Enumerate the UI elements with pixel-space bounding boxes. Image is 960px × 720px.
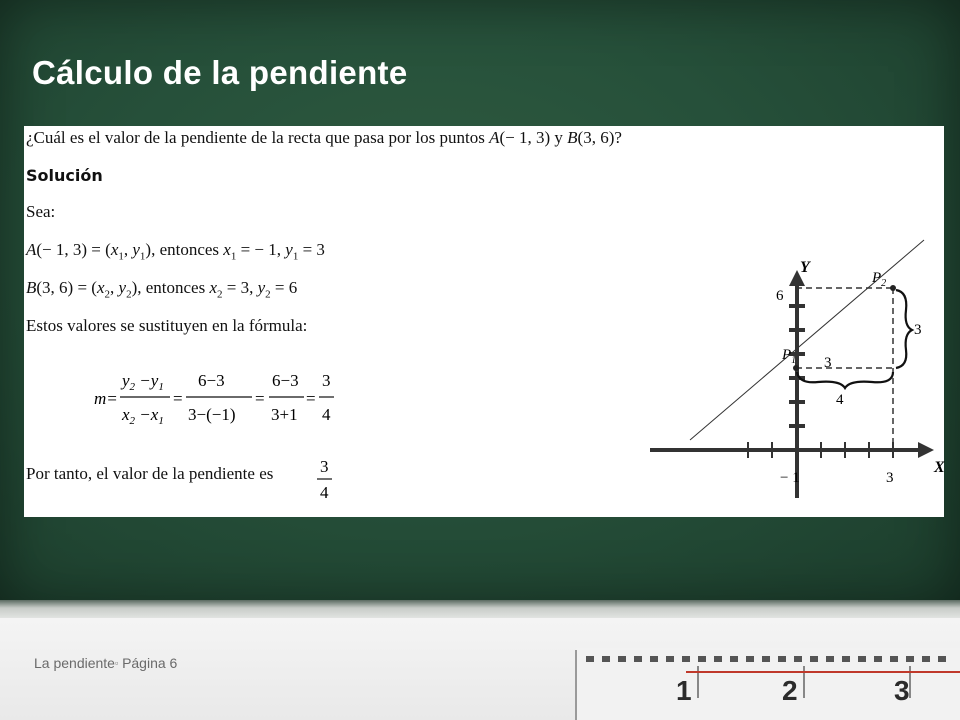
x-axis-label: X — [934, 459, 945, 476]
point-a-line: A(− 1, $3) = (x_1$, $y_1$), entonces $x_1$ = − 1, $y_1 = 3$ — [26, 240, 325, 263]
x-tick-3: 3 — [886, 470, 894, 486]
chalkboard-ledge — [0, 600, 960, 620]
point-p2 — [890, 285, 896, 291]
footer-page: Página 6 — [122, 655, 178, 671]
slide-title: Cálculo de la pendiente — [32, 54, 408, 91]
run-label: 4 — [836, 392, 844, 408]
frac3-numerator: 6−3 — [272, 371, 299, 390]
frac1-denominator: $x_2 -x_1$ — [122, 405, 164, 427]
footer-text: La pendiente — [34, 655, 115, 671]
frac4-numerator: 3 — [322, 371, 331, 390]
small-3-label: 3 — [824, 355, 832, 371]
ruler-number-1: 1 — [676, 675, 692, 706]
rise-label: 3 — [914, 322, 922, 338]
footer-separator: ▫ — [114, 658, 119, 668]
eq2: = — [255, 389, 265, 408]
footer-label — [34, 655, 177, 671]
p2-label: $P_2$ — [872, 270, 887, 289]
ruler-ticks — [586, 656, 946, 662]
substitution-text: Estos valores se sustituyen en la fórmula: — [26, 316, 308, 335]
frac3-denominator: 3+1 — [271, 405, 298, 424]
formula-lhs: m= — [94, 389, 118, 408]
eq1: = — [173, 389, 183, 408]
sea-label: Sea: — [26, 202, 56, 221]
conclusion-fraction — [316, 456, 336, 502]
conclusion-numerator: 3 — [320, 457, 329, 476]
frac1-numerator: $y_2 -y_1$ — [122, 371, 164, 393]
eq3: = — [306, 389, 316, 408]
frac2-numerator: 6−3 — [198, 371, 225, 390]
run-brace — [797, 372, 893, 388]
slope-graph — [650, 240, 945, 502]
y-tick-6: 6 — [776, 288, 784, 304]
y-axis-label: Y — [800, 259, 810, 276]
solution-heading: Solución — [26, 166, 103, 185]
content-panel — [24, 126, 944, 517]
conclusion-denominator: 4 — [320, 483, 329, 502]
rise-brace — [896, 290, 912, 368]
x-tick-neg1: − 1 — [780, 470, 800, 486]
point-b-line: B(3, $6) = (x_2$, $y_2$), entonces $x_2 = 3$, $y_2 = 6$ — [26, 278, 298, 301]
question-text: ¿Cuál es el valor de la pendiente de la recta que pasa por los puntos A(− 1, 3) y B(3, 6)? — [26, 128, 622, 147]
ruler-decoration — [576, 648, 960, 720]
x-axis-arrow — [918, 442, 934, 458]
ruler-number-3: 3 — [894, 675, 910, 706]
ruler-number-2: 2 — [782, 675, 798, 706]
frac2-denominator: 3−(−1) — [188, 405, 236, 424]
dashed-guides — [796, 288, 893, 446]
frac4-denominator: 4 — [322, 405, 331, 424]
conclusion-text: Por tanto, el valor de la pendiente es — [26, 464, 274, 483]
p1-label: $P_1$ — [782, 347, 797, 366]
slope-formula — [94, 360, 374, 434]
